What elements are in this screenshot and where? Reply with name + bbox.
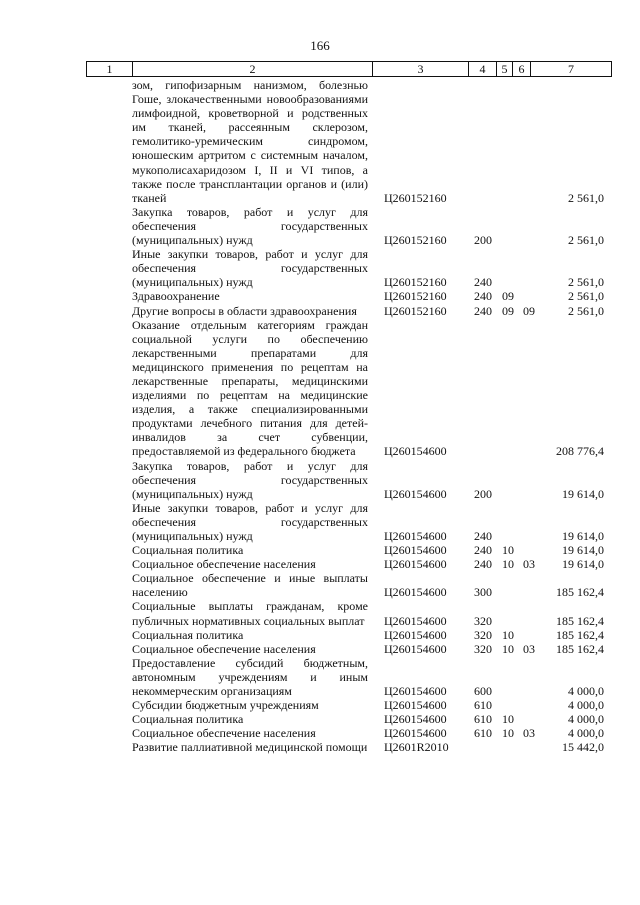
row-expense-type: 300 xyxy=(474,585,492,600)
row-code: Ц260152160 xyxy=(384,303,447,318)
table-row xyxy=(132,656,612,698)
table-row xyxy=(132,740,612,754)
row-expense-type: 240 xyxy=(474,275,492,290)
row-sum: 208 776,4 xyxy=(556,444,604,459)
row-name: Социальная политика xyxy=(132,712,244,727)
header-col-3: 3 xyxy=(372,62,468,76)
row-sum: 2 561,0 xyxy=(568,303,604,318)
row-code: Ц260152160 xyxy=(384,233,447,248)
row-expense-type: 610 xyxy=(474,712,492,727)
row-expense-type: 240 xyxy=(474,557,492,572)
header-col-6: 6 xyxy=(512,62,530,76)
table-row xyxy=(132,304,612,318)
row-name: зом, гипофизарным нанизмом, болезнью Гоше, злокачественными новообразованиями лимфоидной, кроветворной и родственных им тканей, рассеянным склерозом, гемолитико-уремическим синдромом, юношеским артритом с системным началом, мукополисахаридозом I, II и VI типов, а также после трансплантации органов и (или) тканей xyxy=(132,78,368,205)
row-expense-type: 600 xyxy=(474,684,492,699)
row-expense-type: 320 xyxy=(474,613,492,628)
row-name: Социальное обеспечение населения xyxy=(132,726,316,741)
row-name: Закупка товаров, работ и услуг для обеспечения государственных (муниципальных) нужд xyxy=(132,204,368,248)
row-expense-type: 320 xyxy=(474,641,492,656)
row-name: Развитие паллиативной медицинской помощи xyxy=(132,740,368,755)
row-expense-type: 200 xyxy=(474,233,492,248)
table-row xyxy=(132,599,612,627)
row-sum: 185 162,4 xyxy=(556,613,604,628)
table-row xyxy=(132,459,612,501)
row-expense-type: 240 xyxy=(474,289,492,304)
row-code: Ц260154600 xyxy=(384,641,447,656)
row-sum: 15 442,0 xyxy=(562,740,604,755)
table-row xyxy=(132,205,612,247)
table-row xyxy=(132,318,612,459)
row-subsection: 03 xyxy=(523,726,535,741)
row-subsection: 09 xyxy=(523,303,535,318)
table-row xyxy=(132,698,612,712)
table-row xyxy=(132,642,612,656)
row-sum: 19 614,0 xyxy=(562,543,604,558)
row-code: Ц260154600 xyxy=(384,712,447,727)
header-col-1: 1 xyxy=(86,62,132,76)
row-code: Ц260154600 xyxy=(384,486,447,501)
row-name: Закупка товаров, работ и услуг для обеспечения государственных (муниципальных) нужд xyxy=(132,458,368,501)
row-code: Ц2601R2010 xyxy=(384,740,449,755)
row-expense-type: 320 xyxy=(474,627,492,642)
table-row xyxy=(132,571,612,599)
row-name: Иные закупки товаров, работ и услуг для обеспечения государственных (муниципальных) нужд xyxy=(132,500,368,543)
row-sum: 185 162,4 xyxy=(556,627,604,642)
table-body xyxy=(132,78,612,755)
row-name: Социальные выплаты гражданам, кроме публичных нормативных социальных выплат xyxy=(132,599,368,628)
row-code: Ц260154600 xyxy=(384,585,447,600)
row-sum: 4 000,0 xyxy=(568,712,604,727)
table-row xyxy=(132,712,612,726)
row-expense-type: 200 xyxy=(474,486,492,501)
row-code: Ц260154600 xyxy=(384,543,447,558)
table-row xyxy=(132,628,612,642)
row-expense-type: 610 xyxy=(474,698,492,713)
row-subsection: 03 xyxy=(523,557,535,572)
header-col-4: 4 xyxy=(468,62,496,76)
header-col-7: 7 xyxy=(530,62,612,76)
row-sum: 2 561,0 xyxy=(568,233,604,248)
header-col-2: 2 xyxy=(132,62,372,76)
row-name: Социальное обеспечение населения xyxy=(132,557,316,572)
row-section: 09 xyxy=(502,289,514,304)
row-sum: 19 614,0 xyxy=(562,486,604,501)
row-sum: 4 000,0 xyxy=(568,698,604,713)
row-sum: 19 614,0 xyxy=(562,557,604,572)
row-code: Ц260152160 xyxy=(384,289,447,304)
row-name: Социальное обеспечение населения xyxy=(132,641,316,656)
row-name: Иные закупки товаров, работ и услуг для обеспечения государственных (муниципальных) нужд xyxy=(132,247,368,290)
row-section: 10 xyxy=(502,627,514,642)
row-code: Ц260154600 xyxy=(384,684,447,699)
page-number: 166 xyxy=(310,38,330,53)
row-section: 10 xyxy=(502,641,514,656)
row-name: Субсидии бюджетным учреждениям xyxy=(132,698,319,713)
row-code: Ц260154600 xyxy=(384,444,447,459)
row-section: 10 xyxy=(502,726,514,741)
row-sum: 4 000,0 xyxy=(568,684,604,699)
table-row xyxy=(132,78,612,205)
table-row xyxy=(132,289,612,303)
row-subsection: 03 xyxy=(523,641,535,656)
row-code: Ц260154600 xyxy=(384,557,447,572)
row-expense-type: 610 xyxy=(474,726,492,741)
row-code: Ц260154600 xyxy=(384,529,447,543)
row-name: Здравоохранение xyxy=(132,289,220,304)
row-section: 10 xyxy=(502,712,514,727)
row-code: Ц260154600 xyxy=(384,698,447,713)
row-code: Ц260152160 xyxy=(384,190,447,205)
row-code: Ц260154600 xyxy=(384,627,447,642)
table-header xyxy=(86,61,612,77)
row-sum: 185 162,4 xyxy=(556,585,604,600)
row-name: Социальное обеспечение и иные выплаты населению xyxy=(132,571,368,600)
row-sum: 4 000,0 xyxy=(568,726,604,741)
row-code: Ц260152160 xyxy=(384,275,447,290)
row-expense-type: 240 xyxy=(474,543,492,558)
row-section: 09 xyxy=(502,303,514,318)
row-sum: 2 561,0 xyxy=(568,289,604,304)
table-row xyxy=(132,557,612,571)
row-expense-type: 240 xyxy=(474,529,492,543)
row-sum: 2 561,0 xyxy=(568,190,604,205)
header-col-5: 5 xyxy=(496,62,512,76)
row-section: 10 xyxy=(502,543,514,558)
row-sum: 185 162,4 xyxy=(556,641,604,656)
row-sum: 2 561,0 xyxy=(568,275,604,290)
table-row xyxy=(132,501,612,543)
row-name: Другие вопросы в области здравоохранения xyxy=(132,303,357,318)
table-row xyxy=(132,247,612,289)
row-sum: 19 614,0 xyxy=(562,529,604,543)
table-row xyxy=(132,726,612,740)
row-code: Ц260154600 xyxy=(384,726,447,741)
row-name: Оказание отдельным категориям граждан социальной услуги по обеспечению лекарственными препаратами для медицинского применения по рецептам на лекарственные препараты, медицинскими изделиями по рецептам на медицинские изделия, а также специализированными продуктами лечебного питания для детей-инвалидов за счет субвенции, предоставляемой из федерального бюджета xyxy=(132,317,368,459)
row-expense-type: 240 xyxy=(474,303,492,318)
row-name: Социальная политика xyxy=(132,543,244,558)
row-section: 10 xyxy=(502,557,514,572)
row-code: Ц260154600 xyxy=(384,613,447,628)
row-name: Предоставление субсидий бюджетным, автономным учреждениям и иным некоммерческим организациям xyxy=(132,655,368,699)
table-row xyxy=(132,543,612,557)
row-name: Социальная политика xyxy=(132,627,244,642)
